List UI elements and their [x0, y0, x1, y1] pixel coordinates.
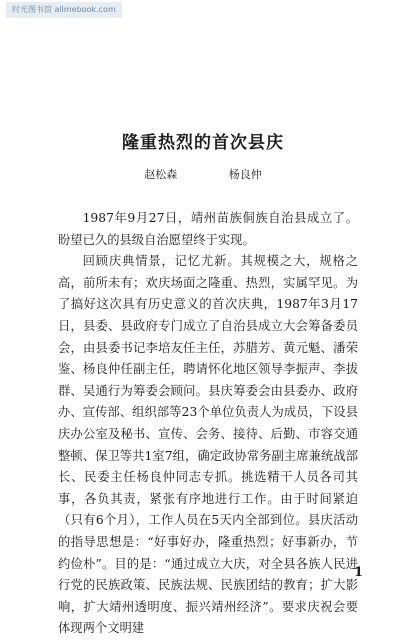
paragraph: 回顾庆典情景，记忆尤新。其规模之大，规格之高，前所未有；欢庆场面之隆重、热烈，实属罕见。为了搞好这次具有历史意义的首次庆典，1987年3月17日，县委、县政府专门成立了自治县成立大会筹备委员会，由县委书记李培友任主任，苏腊芳、黄元魁、潘荣鉴、杨良仲任副主任，聘请怀化地区领导李振声、李拔群、吴通行为筹委会顾问。县庆筹委会由县委办、政府办、宣传部、组织部等23个单位负责人为成员，下设县庆办公室及秘书、宣传、会务、接待、后勤、市容交通整顿、保卫等共1室7组，确定政协常务副主席兼统战部长、民委主任杨良仲同志专抓。挑选精干人员各司其事，各负其责，紧张有序地进行工作。由于时间紧迫（只有6个月），工作人员在5天内全部到位。县庆活动的指导思想是：“好事好办，隆重热烈；好事新办，节约俭朴”。目的是：“通过成立大庆，对全县各族人民进行党的民族政策、民族法规、民族团结的教育；扩大影响，扩大靖州透明度、振兴靖州经济”。要求庆祝会要体现两个文明建 — [58, 254, 358, 636]
watermark-label: 时光图书馆 allmebook.com — [6, 2, 122, 18]
paragraph: 1987年9月27日，靖州苗族侗族自治县成立了。盼望已久的县级自治愿望终于实现。 — [58, 211, 358, 247]
author-line — [0, 166, 406, 182]
page-number: 1 — [354, 565, 364, 580]
author-name: 杨良仲 — [228, 168, 262, 181]
body-text — [58, 208, 358, 640]
author-name: 赵松森 — [144, 168, 178, 181]
page-title: 隆重热烈的首次县庆 — [122, 133, 284, 153]
